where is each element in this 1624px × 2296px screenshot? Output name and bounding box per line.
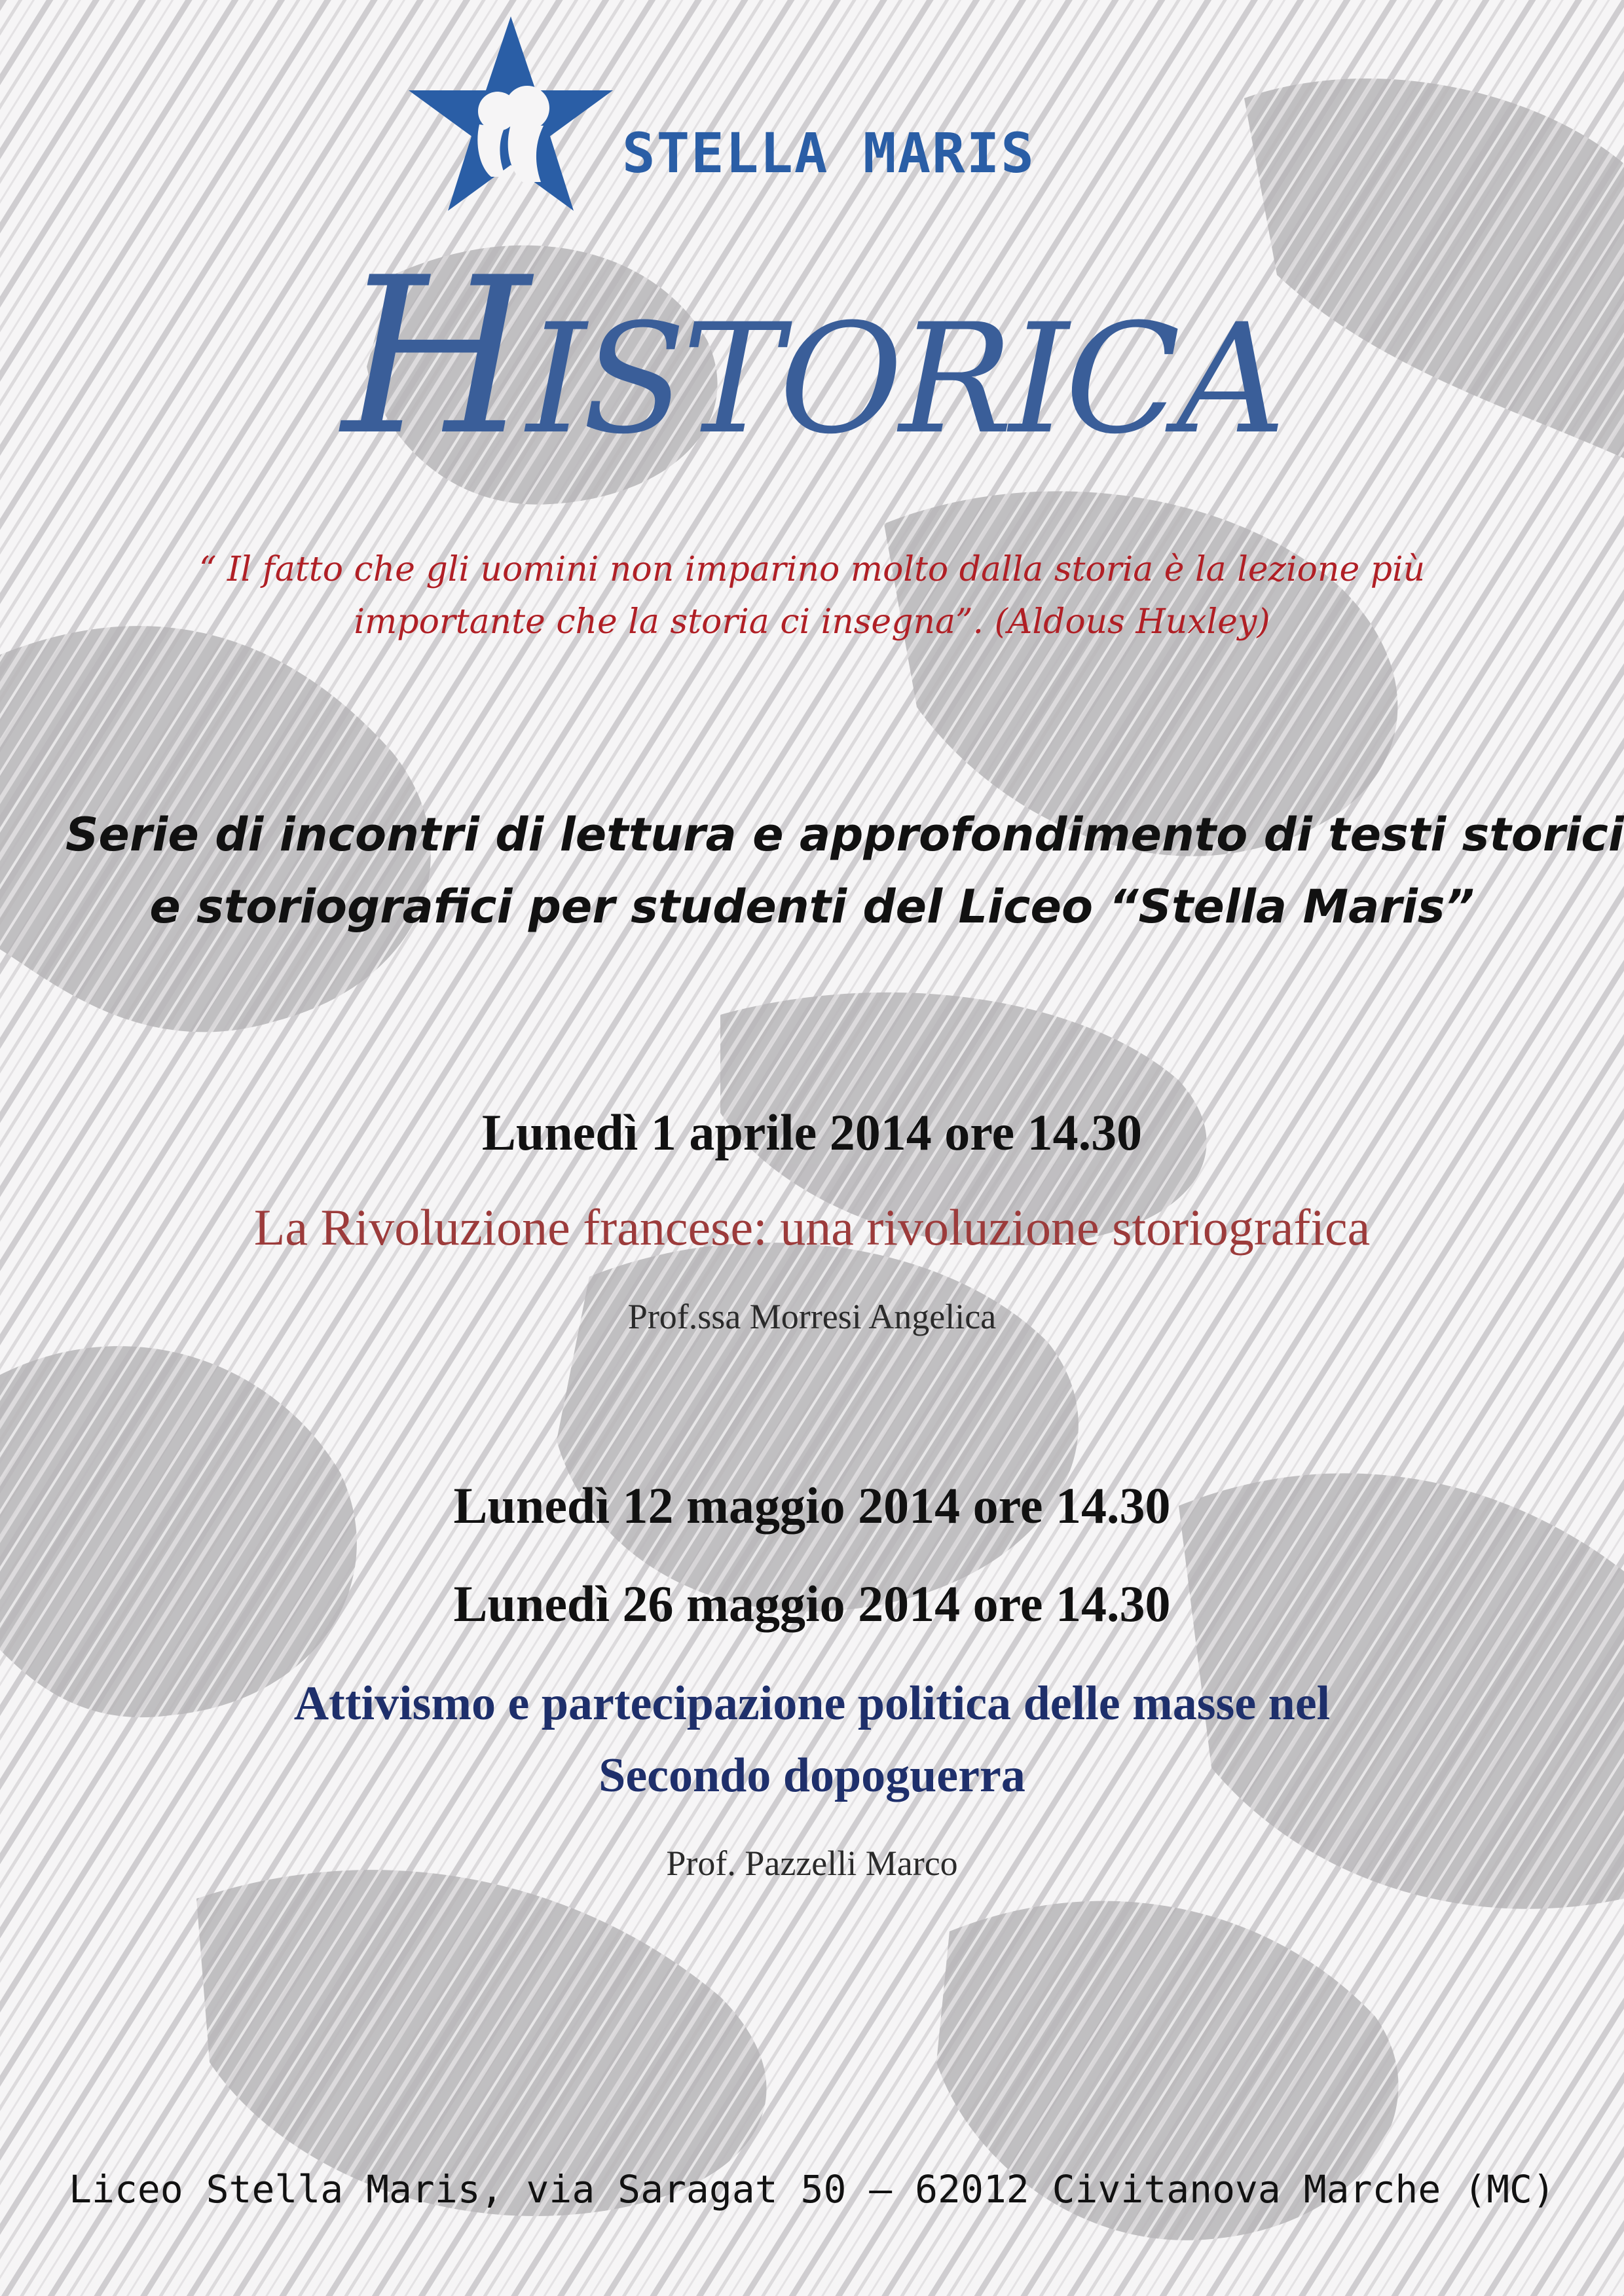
logo-wordmark: STELLA MARIS	[622, 121, 1035, 185]
event-1-date: Lunedì 1 aprile 2014 ore 14.30	[481, 1104, 1143, 1161]
quote	[157, 543, 1467, 648]
footer-address: Liceo Stella Maris, via Saragat 50 – 62012 Civitanova Marche (MC)	[69, 2167, 1555, 2212]
event-2-speaker: Prof. Pazzelli Marco	[666, 1844, 958, 1883]
event-1-topic: La Rivoluzione francese: una rivoluzione storiografica	[253, 1199, 1371, 1256]
event-2-topic-line-2: Secondo dopoguerra	[599, 1749, 1025, 1802]
quote-line-2: importante che la storia ci insegna”. (Aldous Huxley)	[354, 602, 1270, 642]
event-2-date-2: Lunedì 26 maggio 2014 ore 14.30	[453, 1575, 1171, 1632]
page-title: Historica	[342, 231, 1282, 483]
star-logo-icon	[406, 13, 616, 216]
series-description	[65, 799, 1624, 943]
event-2-topic-line-1: Attivismo e partecipazione politica delle masse nel	[293, 1677, 1331, 1730]
stella-maris-logo	[406, 13, 1126, 216]
series-line-1: Serie di incontri di lettura e approfondimento di testi storici	[65, 808, 1624, 862]
series-line-2: e storiografici per studenti del Liceo “Stella Maris”	[149, 880, 1475, 934]
event-1-speaker: Prof.ssa Morresi Angelica	[627, 1297, 997, 1336]
quote-line-1: “ Il fatto che gli uomini non imparino molto dalla storia è la lezione più	[198, 550, 1426, 589]
event-2-date-1: Lunedì 12 maggio 2014 ore 14.30	[453, 1477, 1171, 1534]
